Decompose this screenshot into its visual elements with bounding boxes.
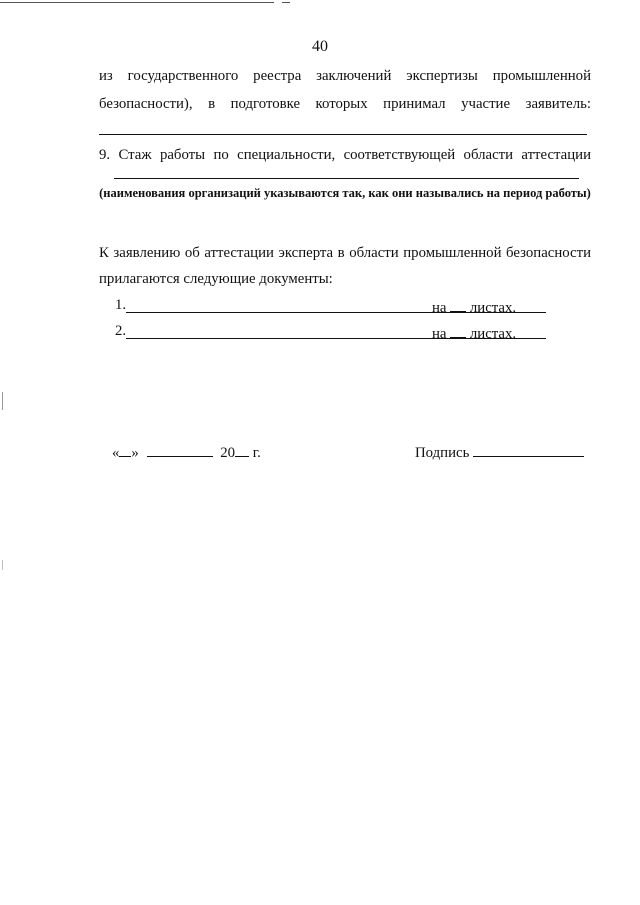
page-number: 40 [312, 38, 328, 55]
open-quote: « [112, 445, 120, 461]
scan-artifact-left-mark [2, 392, 3, 410]
signature-blank [473, 442, 584, 457]
paragraph-line: безопасности), в подготовке которых принимал участие заявитель: [99, 96, 591, 112]
date-field [112, 442, 261, 462]
attachment-number: 2. [115, 323, 127, 339]
attachment-number: 1. [115, 297, 127, 313]
attachment-sheets [432, 297, 516, 317]
attachment-prefix: на [432, 326, 447, 342]
year-prefix: 20 [220, 445, 236, 461]
day-blank [119, 442, 131, 457]
year-suffix: г. [252, 445, 261, 461]
signature-field [415, 442, 584, 462]
fill-in-line [114, 178, 579, 179]
year-blank [235, 442, 249, 457]
attachments-intro: прилагаются следующие документы: [99, 271, 333, 287]
close-quote: » [131, 445, 139, 461]
item-9-text: 9. Стаж работы по специальности, соответствующей области аттестации [99, 147, 591, 163]
attachment-prefix: на [432, 300, 447, 316]
signature-label: Подпись [415, 445, 470, 461]
scan-artifact-left-mark [2, 560, 3, 570]
fill-in-line [99, 134, 587, 135]
attachment-sheets [432, 323, 516, 343]
sheet-count-blank [450, 323, 466, 338]
attachment-suffix: листах. [469, 326, 517, 342]
attachment-suffix: листах. [469, 300, 517, 316]
scan-artifact-top-tick [282, 2, 290, 3]
scan-artifact-top-rule [0, 2, 274, 3]
sheet-count-blank [450, 297, 466, 312]
paragraph-line: из государственного реестра заключений экспертизы промышленной [99, 68, 591, 84]
month-blank [147, 442, 213, 457]
attachments-intro: К заявлению об аттестации эксперта в области промышленной безопасности [99, 245, 591, 261]
item-9-note: (наименования организаций указываются так, как они назывались на период работы) [99, 186, 591, 200]
